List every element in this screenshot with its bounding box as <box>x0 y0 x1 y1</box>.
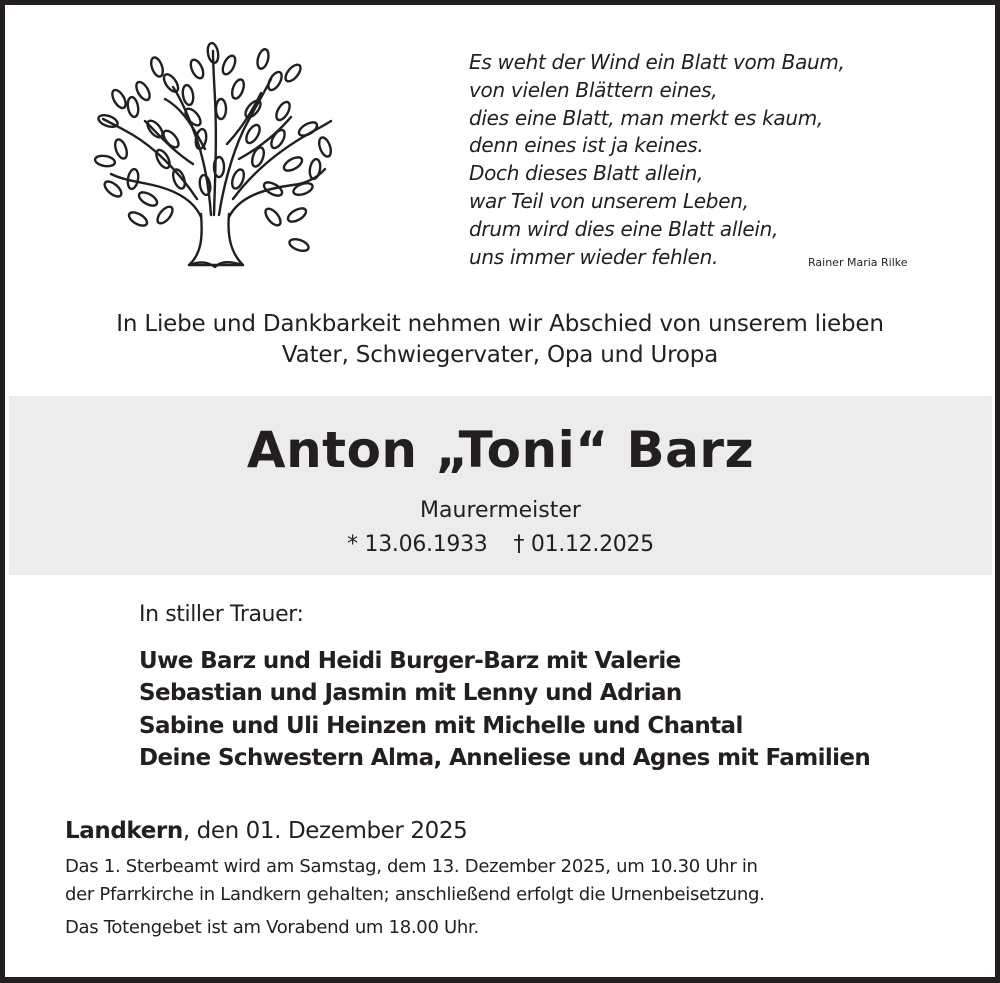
mourner-line: Deine Schwestern Alma, Anneliese und Agnes mit Familien <box>139 744 871 771</box>
poem-line: denn eines ist ja keines. <box>469 133 704 158</box>
service-notes <box>65 853 765 942</box>
intro-line: Vater, Schwiegervater, Opa und Uropa <box>281 342 719 368</box>
poem-line: Doch dieses Blatt allein, <box>469 161 704 186</box>
intro-line: In Liebe und Dankbarkeit nehmen wir Abschied von unserem lieben <box>116 311 884 337</box>
mourner-line: Sebastian und Jasmin mit Lenny und Adrian <box>139 680 682 707</box>
date-text: , den 01. Dezember 2025 <box>182 818 468 844</box>
mourner-line: Uwe Barz und Heidi Burger-Barz mit Valerie <box>139 648 681 674</box>
death-date: † 01.12.2025 <box>513 532 654 557</box>
mourner-line: Sabine und Uli Heinzen mit Michelle und Chantal <box>139 712 743 739</box>
deceased-name: Anton „Toni“ Barz <box>246 421 755 479</box>
note-line: Das Totengebet ist am Vorabend um 18.00 Uhr. <box>65 917 479 938</box>
poem-line: drum wird dies eine Blatt allein, <box>469 216 779 241</box>
note-line: Das 1. Sterbeamt wird am Samstag, dem 13. Dezember 2025, um 10.30 Uhr in <box>65 856 758 877</box>
deceased-profession: Maurermeister <box>420 498 581 523</box>
poem-line: Es weht der Wind ein Blatt vom Baum, <box>469 50 845 74</box>
mourners-label: In stiller Trauer: <box>139 602 304 627</box>
poem-line: war Teil von unserem Leben, <box>469 188 749 213</box>
place-name: Landkern <box>65 818 183 844</box>
tree-with-falling-leaf-icon <box>93 39 338 274</box>
poem-line: uns immer wieder fehlen. <box>469 244 719 269</box>
mourners-list <box>139 645 870 774</box>
name-band <box>9 396 992 575</box>
intro-text <box>5 309 995 371</box>
life-dates <box>9 530 992 560</box>
poem <box>469 49 845 271</box>
poem-line: dies eine Blatt, man merkt es kaum, <box>469 105 823 130</box>
poem-author: Rainer Maria Rilke <box>808 256 908 269</box>
birth-date: * 13.06.1933 <box>347 532 488 557</box>
note-line: der Pfarrkirche in Landkern gehalten; anschließend erfolgt die Urnenbeisetzung. <box>65 884 765 905</box>
poem-line: von vielen Blättern eines, <box>469 77 718 102</box>
place-and-date <box>65 818 467 844</box>
